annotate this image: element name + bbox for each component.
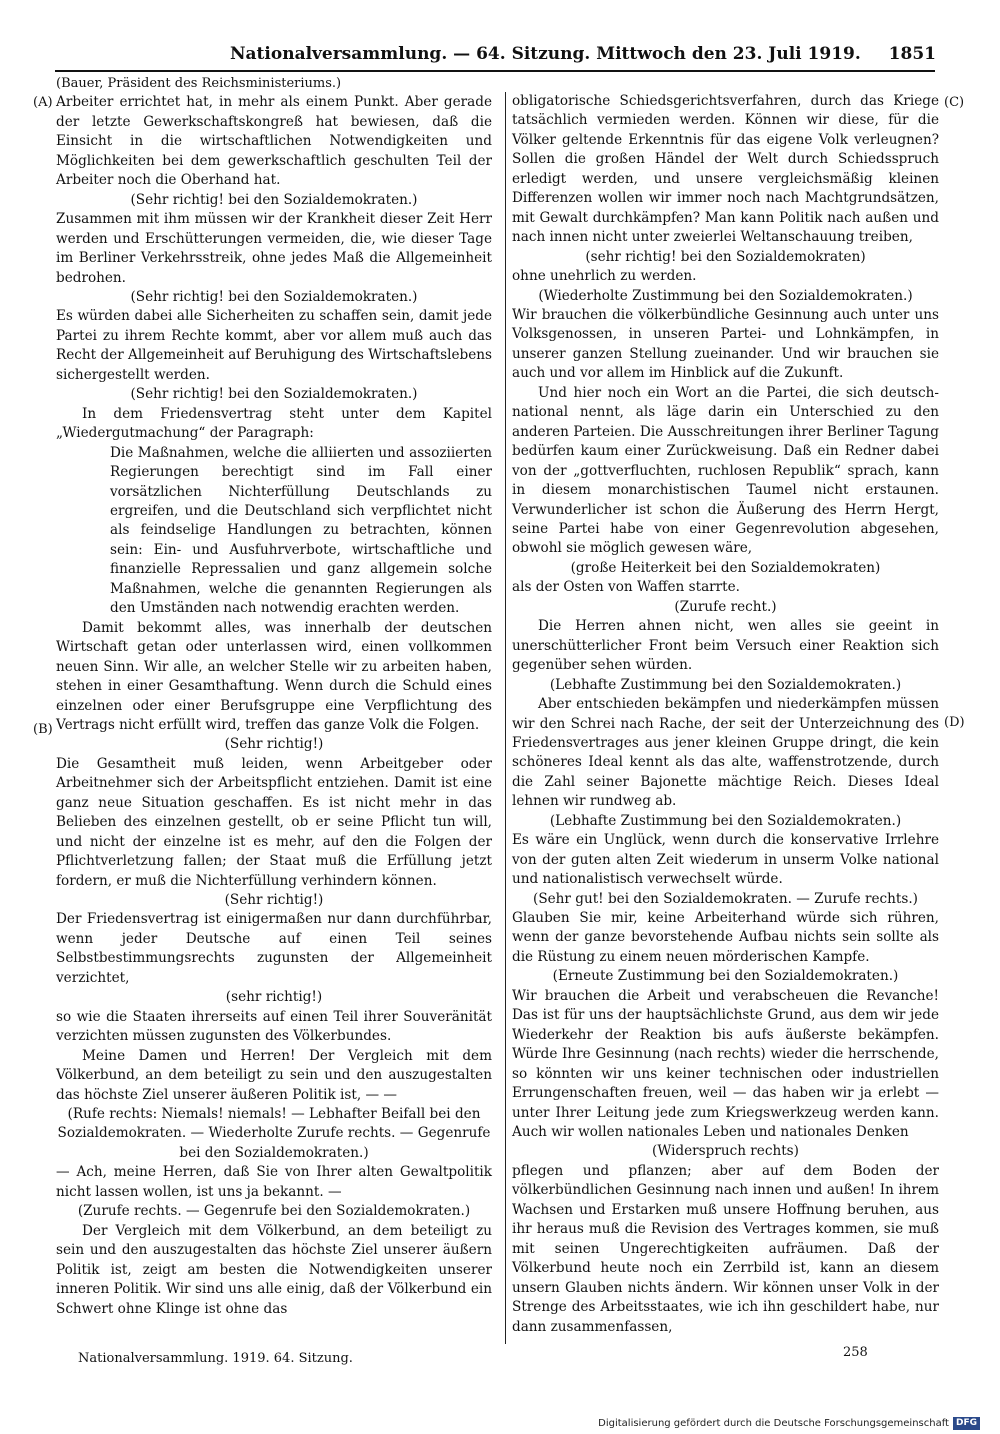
interjection: (Sehr gut! bei den Sozialdemokraten. — Zurufe rechts.): [533, 890, 918, 907]
margin-marker-b: (B): [33, 722, 53, 737]
speaker-line: (Bauer, Präsident des Reichsministeriums.): [56, 76, 342, 91]
digitization-credit: [598, 1417, 980, 1430]
left-column: [56, 74, 492, 1319]
paragraph: Es wäre ein Unglück, wenn durch die konservative Irrlehre von der guten alten Zeit wiederum in unserm Volke national und nationalistisch verwechselt würde.: [512, 832, 939, 888]
interjection: (Sehr richtig!): [224, 736, 324, 753]
header-rule: [55, 70, 935, 72]
paragraph: In dem Friedensvertrag steht unter dem Kapitel „Wiedergutmachung“ der Paragraph:: [56, 405, 492, 442]
paragraph: Und hier noch ein Wort an die Partei, die sich deutsch-national nennt, als läge darin ein Unterschied zu den anderen Parteien. Die Ausschreitungen ihrer Berliner Tagung bedürfen kaum einer Zurückweisung. Daß ein Redner dabei von der „gottverfluchten, ruchlosen Republik“ sprach, kann in diesem monarchistischen Taumel nicht erstaunen. Verwunderlicher ist schon die Äußerung des Herrn Hergt, seine Partei habe von einer Gegenrevolution abgesehen, obwohl sie möglich gewesen wäre,: [512, 384, 939, 557]
interjection: (Sehr richtig!): [224, 892, 324, 909]
interjection: (große Heiterkeit bei den Sozialdemokraten): [570, 559, 881, 576]
interjection: (Sehr richtig! bei den Sozialdemokraten.): [130, 288, 418, 305]
interjection: (Widerspruch rechts): [652, 1143, 799, 1160]
paragraph: Die Gesamtheit muß leiden, wenn Arbeitgeber oder Arbeitnehmer sich der Arbeitspflicht entziehen. Damit ist eine ganz neue Situation geschaffen. Es ist nicht mehr in das Belieben des einzelnen gestellt, ob er seine Pflicht tun will, und nicht der einzelne ist es mehr, auf den die Folgen der Pflichtverletzung fallen; der Staat muß die Erfüllung jetzt fordern, er muß die Nichterfüllung verhindern können.: [56, 755, 492, 889]
paragraph: Die Herren ahnen nicht, wen alles sie geeint in unerschütterlicher Front beim Versuch einer Reaktion sich gegenüber sehen würden.: [512, 618, 939, 674]
column-divider: [505, 92, 506, 1344]
interjection: (Sehr richtig! bei den Sozialdemokraten.): [130, 386, 418, 403]
paragraph: Aber entschieden bekämpfen und niederkämpfen müssen wir den Schrei nach Rache, der seit der Unterzeichnung des Friedensvertrages aus jener kleinen Gruppe dringt, die kein schöneres Ideal kennt als das alte, waffenstrotzende, durch die Zahl seiner Bajonette mächtige Reich. Dieses Ideal lehnen wir rundweg ab.: [512, 696, 939, 810]
interjection: (Zurufe recht.): [674, 598, 777, 615]
interjection: (sehr richtig!): [225, 989, 323, 1006]
page-number: 1851: [888, 44, 936, 64]
dfg-logo-icon: DFG: [953, 1417, 980, 1430]
interjection: (Wiederholte Zustimmung bei den Sozialdemokraten.): [538, 287, 913, 304]
paragraph: Glauben Sie mir, keine Arbeiterhand würde sich rühren, wenn der ganze bevorstehende Aufbau nichts sein sollte als die Rüstung zu einem neuen mörderischen Kampfe.: [512, 910, 939, 965]
left-column-text: [56, 93, 492, 1319]
interjection: (Erneute Zustimmung bei den Sozialdemokraten.): [552, 968, 899, 985]
interjection: (Rufe rechts: Niemals! niemals! — Lebhafter Beifall bei den Sozialdemokraten. — Wiederholte Zurufe rechts. — Gegenrufe bei den Sozialdemokraten.): [57, 1106, 491, 1161]
footer-page-number: 258: [843, 1345, 868, 1360]
right-column: [512, 92, 939, 1337]
paragraph: Der Vergleich mit dem Völkerbund, an dem beteiligt zu sein und den auszugestalten das höchste Ziel unserer äußern Politik ist, zeigt am besten die Notwendigkeiten unserer inneren Politik. Wir sind uns alle einig, daß der Völkerbund ein Schwert ohne Klinge ist ohne das: [56, 1222, 492, 1317]
paragraph: Meine Damen und Herren! Der Vergleich mit dem Völkerbund, an dem beteiligt zu sein und den auszugestalten das höchste Ziel unserer äußeren Politik ist, — —: [56, 1047, 492, 1103]
paragraph: Es würden dabei alle Sicherheiten zu schaffen sein, damit jede Partei zu ihrem Rechte kommt, aber vor allem muß auch das Recht der Allgemeinheit auf Beruhigung des Wirtschaftslebens sichergestellt werden.: [56, 308, 492, 383]
paragraph: Arbeiter errichtet hat, in mehr als einem Punkt. Aber gerade der letzte Gewerkschaftskongreß hat bewiesen, daß die Einsicht in die wirtschaftlichen Notwendigkeiten und Möglichkeiten bei dem gewerkschaftlich geschulten Teil der Arbeiter noch die Oberhand hat.: [56, 94, 492, 189]
paragraph: Wir brauchen die völkerbündliche Gesinnung auch unter uns Volksgenossen, in unseren Partei- und Lohnkämpfen, in unserer ganzen Stellung zueinander. Und wir brauchen sie auch und vor allem im Hinblick auf die Zukunft.: [512, 306, 939, 382]
credit-text: Digitalisierung gefördert durch die Deutsche Forschungsgemeinschaft: [598, 1418, 949, 1429]
margin-marker-d: (D): [944, 715, 965, 730]
margin-marker-a: (A): [33, 95, 53, 110]
paragraph: als der Osten von Waffen starrte.: [512, 579, 741, 596]
right-column-text: [512, 92, 939, 1337]
header-title: Nationalversammlung. — 64. Sitzung. Mittwoch den 23. Juli 1919.: [230, 44, 861, 64]
interjection: (Lebhafte Zustimmung bei den Sozialdemokraten.): [549, 812, 902, 829]
interjection: (Sehr richtig! bei den Sozialdemokraten.): [130, 191, 418, 208]
paragraph: obligatorische Schiedsgerichtsverfahren, durch das Kriege tatsächlich vermieden werden. Können wir diese, für die Völker geltende Erkenntnis für das eigene Volk verleugnen? Sollen die großen Händel der Welt durch Schiedsspruch erledigt werden, und unsere vergleichsmäßig kleinen Differenzen wollen wir immer noch nach Machtgrundsätzen, mit Gewalt durchkämpfen? Man kann Politik nach außen und nach innen nicht unter zweierlei Weltanschauung treiben,: [512, 93, 939, 246]
paragraph: Wir brauchen die Arbeit und verabscheuen die Revanche! Das ist für uns der hauptsächlichste Grund, aus dem wir jede Wiederkehr der Reaktion bis aufs äußerste bekämpfen. Würde Ihre Gesinnung (nach rechts) wieder die herrschende, so könnten wir uns keiner technischen oder industriellen Errungenschaften freuen, weil — das haben wir ja erlebt — unter Ihrer Leitung jede zum Kriegswerkzeug werden kann. Auch wir wollen nationales Leben und nationales Denken: [512, 987, 939, 1141]
footer-left: Nationalversammlung. 1919. 64. Sitzung.: [78, 1351, 353, 1366]
paragraph: Der Friedensvertrag ist einigermaßen nur dann durchführbar, wenn jeder Deutsche auf einen Teil seines Selbstbestimmungsrechts zugunsten der Allgemeinheit verzichtet,: [56, 911, 492, 986]
interjection: (sehr richtig! bei den Sozialdemokraten): [585, 248, 866, 265]
paragraph: pflegen und pflanzen; aber auf dem Boden der völkerbündlichen Gesinnung nach innen und außen! In ihrem Wachsen und Erstarken muß unsere Hoffnung beruhen, aus ihr heraus muß die Revision des Vertrages kommen, sie muß mit seinen Ungerechtigkeiten aufräumen. Daß der Völkerbund heute noch ein Zerrbild ist, kann an diesem unsern Glauben nichts ändern. Wir können unser Volk in der Strenge des Arbeitsstaates, wie ich ihn geschildert habe, nur dann zusammenfassen,: [512, 1162, 939, 1335]
page-header: [40, 44, 936, 70]
interjection: (Zurufe rechts. — Gegenrufe bei den Sozialdemokraten.): [77, 1203, 471, 1220]
quoted-paragraph: Die Maßnahmen, welche die alliierten und assoziierten Regierungen berechtigt sind im Fall einer vorsätzlichen Nichterfüllung Deutschlands zu ergreifen, und die Deutschland sich verpflichtet nicht als feindselige Handlungen zu betrachten, können sein: Ein- und Ausfuhrverbote, wirtschaftliche und finanzielle Repressalien und ganz allgemein solche Maßnahmen, welche die genannten Regierungen als den Umständen nach notwendig erachten werden.: [110, 444, 492, 617]
interjection: (Lebhafte Zustimmung bei den Sozialdemokraten.): [549, 676, 902, 693]
paragraph: Zusammen mit ihm müssen wir der Krankheit dieser Zeit Herr werden und Erschütterungen vermeiden, die, wie dieser Tage im Berliner Verkehrsstreik, ohne jedes Maß die Allgemeinheit bedrohen.: [56, 211, 492, 286]
paragraph: Damit bekommt alles, was innerhalb der deutschen Wirtschaft getan oder unterlassen wird, einen vollkommen neuen Sinn. Wir alle, an welcher Stelle wir zu arbeiten haben, stehen in einer Gesamthaftung. Wenn durch die Schuld eines einzelnen oder einer Berufsgruppe eine Verpflichtung des Vertrags nicht erfüllt wird, treffen das ganze Volk die Folgen.: [56, 619, 492, 733]
paragraph: so wie die Staaten ihrerseits auf einen Teil ihrer Souveränität verzichten müssen zugunsten des Völkerbundes.: [56, 1008, 492, 1045]
margin-marker-c: (C): [944, 95, 965, 110]
paragraph: — Ach, meine Herren, daß Sie von Ihrer alten Gewaltpolitik nicht lassen wollen, ist uns ja bekannt. —: [56, 1164, 492, 1200]
paragraph: ohne unehrlich zu werden.: [512, 268, 697, 285]
